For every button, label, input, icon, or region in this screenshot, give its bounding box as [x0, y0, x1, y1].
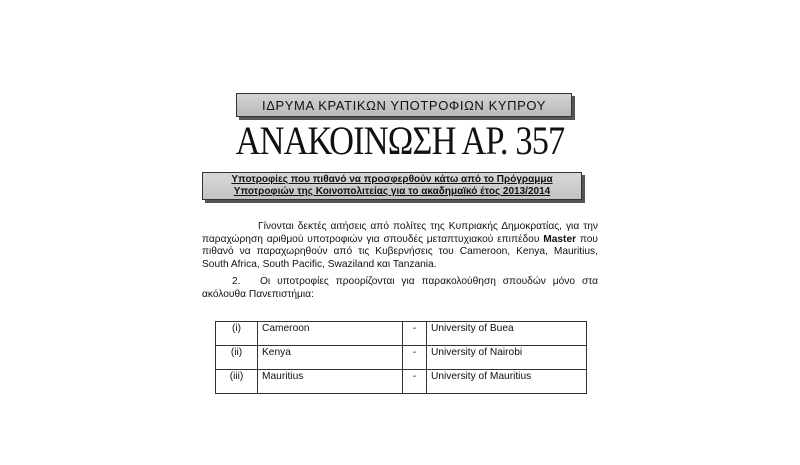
row-country: Mauritius — [258, 370, 403, 394]
announcement-title: ΑΝΑΚΟΙΝΩΣΗ ΑΡ. 357 — [235, 118, 565, 163]
row-number: (i) — [216, 322, 258, 346]
table-row — [216, 370, 587, 394]
row-university: University of Buea — [427, 322, 587, 346]
row-number: (iii) — [216, 370, 258, 394]
subtitle-line-2: Υποτροφιών της Κοινοπολιτείας για το ακαδημαϊκό έτος 2013/2014 — [233, 186, 551, 197]
row-number: (ii) — [216, 346, 258, 370]
organization-name: ΙΔΡΥΜΑ ΚΡΑΤΙΚΩΝ ΥΠΟΤΡΟΦΙΩΝ ΚΥΠΡΟΥ — [262, 97, 546, 113]
paragraph-2-number: 2. — [232, 276, 241, 287]
row-dash: - — [403, 322, 427, 346]
row-dash: - — [403, 346, 427, 370]
row-dash: - — [403, 370, 427, 394]
subtitle-line-1: Υποτροφίες που πιθανό να προσφερθούν κάτω από το Πρόγραμμα — [231, 174, 553, 185]
paragraph-2 — [202, 276, 598, 301]
paragraph-1-bold: Master — [543, 233, 577, 245]
universities-table — [215, 321, 587, 394]
row-country: Kenya — [258, 346, 403, 370]
row-country: Cameroon — [258, 322, 403, 346]
subtitle-box — [202, 172, 582, 200]
table-row — [216, 322, 587, 346]
paragraph-1 — [202, 221, 598, 271]
row-university: University of Nairobi — [427, 346, 587, 370]
paragraph-1-text-after: που πιθανό να παραχωρηθούν από τις Κυβερνήσεις του Cameroon, Kenya, Mauritius, South Africa, South Pacific, Swaziland και Tanzania. — [202, 233, 599, 270]
paragraph-2-text: Οι υποτροφίες προορίζονται για παρακολούθηση σπουδών μόνο στα ακόλουθα Πανεπιστήμια: — [202, 276, 598, 300]
paragraph-1-text-before: Γίνονται δεκτές αιτήσεις από πολίτες της Κυπριακής Δημοκρατίας, για την παραχώρηση αριθμού υποτροφιών για σπουδές μεταπτυχιακού επιπέδου — [202, 221, 598, 245]
organization-header — [236, 93, 572, 117]
table-row — [216, 346, 587, 370]
row-university: University of Mauritius — [427, 370, 587, 394]
